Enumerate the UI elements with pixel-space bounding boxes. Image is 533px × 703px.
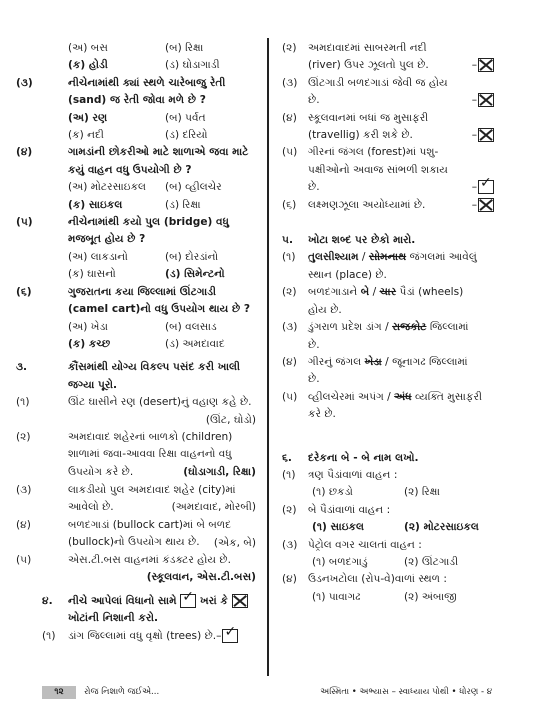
page-footer [42,686,492,700]
true-false-item: (૩) ઊંટગાડી બળદગાડાં જેવી જ હોય છે. – [282,75,492,110]
section-4-heading-line2: ખોટાંની નિશાની કરો. [68,612,159,625]
fill-answer: (એક, બે) [213,536,256,549]
option: (બ) દોરડાંનો [165,250,219,263]
cross-box-icon [478,128,494,142]
option-row [42,319,256,336]
true-false-item: (૧) ડાંગ જિલ્લામાં વધુ વૃક્ષો (trees) છે.–✓ [42,628,256,645]
option-row [42,197,256,214]
cross-box-icon [478,93,494,107]
cross-box-icon [478,58,494,72]
fill-answer: (સ્કૂલવાન, એસ.ટી.બસ) [146,571,256,584]
question-4: (૪) ગામડાંની છોકરીઓ માટે શાળાએ જવા માટે કયું વાહન વધુ ઉપયોગી છે ? [16,146,249,176]
fill-item: (૨) અમદાવાદ શહેરનાં બાળકો (children) શાળામાં જવા-આવવા રિક્ષા વાહનનો વધુ ઉપયોગ કરે છે. [16,430,233,478]
fill-item: (૫) એસ.ટી.બસ વાહનમાં કંડક્ટર હોય છે. [16,554,231,566]
question-5: (૫) નીચેનામાંથી કયો પુલ (bridge) વધુ મજબૂત હોય છે ? [16,216,229,246]
option: (બ) પર્વત [165,111,206,124]
option: (બ) વ્હીલચેર [165,181,222,194]
name-two-item: (૪) ઉડનખટોલા (રોપ-વે)વાળાં સ્થળ : (૧) પાવાગઢ (૨) અંબાજી [282,573,457,603]
strike-item: (૫) વ્હીલચેરમાં અપંગ / અંધ વ્યક્તિ મુસાફરી કરે છે. [282,390,482,421]
fill-answer: (અમદાવાદ, મોરબી) [171,501,256,514]
option-correct: (ક) સાઇકલ [68,198,123,211]
option: (ડ) ઘોડાગાડી [165,59,220,72]
option-correct: (ક) હોડી [68,59,108,72]
option-row [42,266,256,283]
true-false-item: (૪) સ્કૂલવાનમાં બધાં જ મુસાફરી (travellig) કરી શકે છે. – [282,110,492,145]
column-divider [267,38,269,676]
name-two-item: (૧) ત્રણ પૈડાંવાળાં વાહન : (૧) છકડો (૨) રિક્ષા [282,468,441,499]
right-column [282,40,492,606]
option-row [42,249,256,266]
option: (ક) ઘાસનો [68,268,116,281]
option-row [42,57,256,74]
cross-box-icon [232,594,248,608]
option: (અ) લાકડાનો [68,250,128,263]
page-number: ૧૨ [42,686,76,699]
strike-item: (૩) ડુંગરાળ પ્રદેશ ડાંગ / રાજકોટ જિલ્લામાં છે. [282,321,469,351]
option-correct: (અ) રણ [68,111,108,124]
fill-item: (૪) બળદગાડાં (bullock cart)માં બે બળદ (bullock)નો ઉપયોગ થાય છે. [16,518,232,549]
cross-box-icon [478,198,494,212]
left-column [16,40,256,645]
option-correct: (ડ) સિમેન્ટનો [165,268,225,281]
option: (બ) વલસાડ [165,320,217,333]
fill-item: (૩) લાકડીયો પુલ અમદાવાદ શહેર (city)માં આવેલો છે. [16,483,236,513]
option-row [42,127,256,144]
option: (અ) ખેડા [68,320,108,333]
true-false-item: (૬) લક્ષ્મણઝૂલા અયોધ્યામાં છે. – [282,197,492,214]
footer-left-text: રોજ નિશાળે જઈએ... [84,687,160,697]
footer-right-text: અસ્મિતા • અભ્યાસ – સ્વાધ્યાય પોથી • ધોરણ - ૪ [320,687,492,697]
option: (ડ) દરિયો [165,129,208,142]
option: (અ) બસ [68,42,108,54]
option: (ડ) અમદાવાદ [165,337,225,350]
name-two-item: (૨) બે પૈડાંવાળાં વાહન : (૧) સાઇકલ (૨) મોટરસાઇકલ [282,503,479,534]
option-row [42,336,256,353]
true-false-item: (૫) ગીરનાં જંગલ (forest)માં પશુ- પક્ષીઓનો અવાજ સાંભળી શકાય છે. –✓ [282,144,492,196]
name-two-item: (૩) પેટ્રોલ વગર ચાલતાં વાહન : (૧) બળદગાડું (૨) ઊંટગાડી [282,538,459,568]
option: (અ) મોટરસાઇકલ [68,181,147,194]
check-box-icon [180,594,196,608]
fill-answer: (ઊંટ, ઘોડો) [205,413,256,426]
strike-item: (૧) તુલસીશ્યામ / સોમનાથ જંગલમાં આવેલું સ્થાન (place) છે. [282,251,477,281]
option: (ક) નદી [68,129,104,142]
fill-answer: (ઘોડાગાડી, રિક્ષા) [183,466,256,479]
question-3: (૩) નીચેનામાંથી ક્યાં સ્થળે ચારેબાજુ રેતી (sand) જ રેતી જોવા મળે છે ? [16,76,226,107]
check-box-icon [222,629,238,643]
section-6-heading: ૬. દરેકના બે - બે નામ લખો. [282,451,419,464]
question-6: (૬) ગુજરાતના કયા જિલ્લામાં ઊંટગાડી (camel cart)નો વધુ ઉપયોગ થાય છે ? [16,285,250,316]
option: (બ) રિક્ષા [165,42,204,54]
section-5-heading: ૫. ખોટા શબ્દ પર છેકો મારો. [282,234,416,247]
strike-item: (૪) ગીરનું જંગલ ખેડા / જૂનાગઢ જિલ્લામાં છે. [282,355,468,386]
option-row [42,40,256,57]
true-false-item: (૨) અમદાવાદમાં સાબરમતી નદી (river) ઉપર ઝૂલતો પુલ છે. – [282,40,492,75]
option-correct: (ક) કચ્છ [68,337,111,350]
option-row [42,179,256,196]
option-row [42,110,256,127]
fill-item: (૧) ઊંટ ઘાસીને રણ (desert)નું વહાણ કહે છે. [16,396,252,409]
strike-item: (૨) બળદગાડાને બે / ચાર પૈડાં (wheels) હોય છે. [282,286,464,316]
check-box-icon [478,180,494,194]
option: (ડ) રિક્ષા [165,198,201,211]
section-3-heading: ૩. કૌંસમાંથી યોગ્ય વિકલ્પ પસંદ કરી ખાલી જગ્યા પૂરો. [16,361,241,391]
section-4-heading: ૪. નીચે આપેલાં વિધાનો સામે ✓ ખરાં કે [42,593,256,610]
